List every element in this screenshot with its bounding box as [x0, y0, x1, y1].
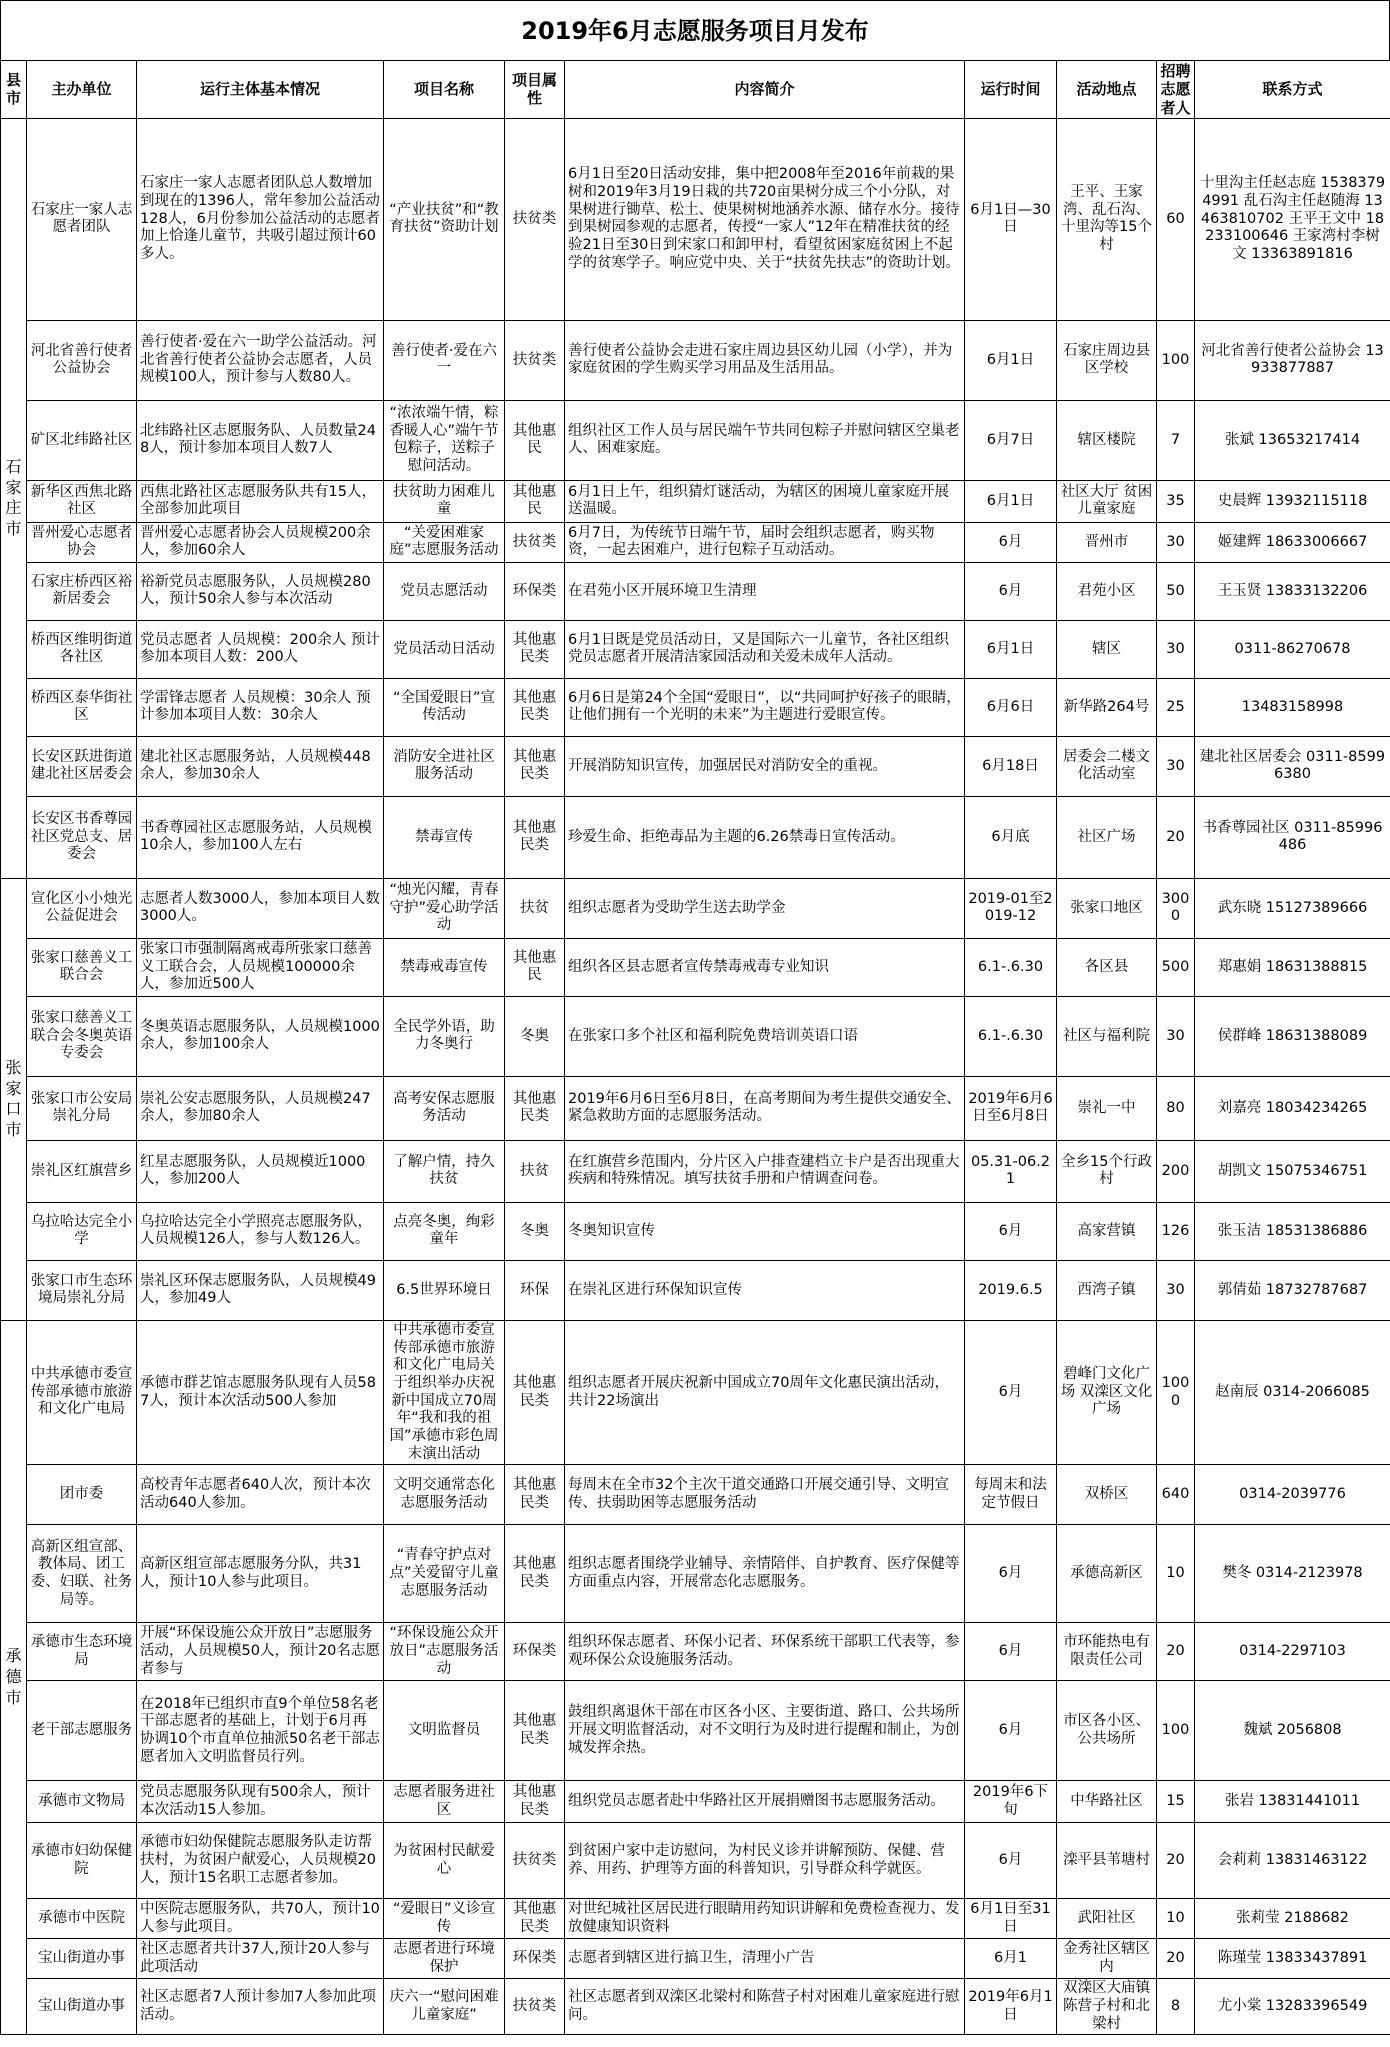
- project-type-cell: 其他惠民: [505, 400, 565, 480]
- description-cell: 鼓组织离退休干部在市区各小区、主要街道、路口、公共场所开展文明监督活动，对不文明行为及时进行提醒和制止，为创城发挥余热。: [565, 1681, 965, 1781]
- run-time-cell: 6月1日—30日: [965, 118, 1057, 320]
- operator-info-cell: 在2018年已组织市直9个单位58名老干部志愿者的基础上，计划于6月再协调10个市直单位抽派50名老干部志愿者加入文明监督员行列。: [137, 1681, 384, 1781]
- location-cell: 辖区: [1057, 620, 1157, 678]
- project-name-cell: “关爱困难家庭”志愿服务活动: [384, 522, 505, 562]
- recruit-count-cell: 80: [1157, 1076, 1195, 1140]
- location-cell: 全乡15个行政村: [1057, 1140, 1157, 1202]
- host-unit-cell: 桥西区泰华街社区: [27, 678, 137, 736]
- description-cell: 在红旗营乡范围内，分片区入户排查建档立卡户是否出现重大疾病和特殊情况。填写扶贫手册和户情调查问卷。: [565, 1140, 965, 1202]
- table-row: [1, 678, 1390, 736]
- run-time-cell: 2019-01至2019-12: [965, 878, 1057, 938]
- operator-info-cell: 社区志愿者共计37人,预计20人参与此项活动: [137, 1939, 384, 1979]
- contact-cell: 魏斌 2056808: [1195, 1681, 1390, 1781]
- project-name-cell: 扶贫助力困难儿童: [384, 480, 505, 522]
- project-name-cell: 6.5世界环境日: [384, 1260, 505, 1320]
- project-type-cell: 扶贫: [505, 878, 565, 938]
- table-row: [1, 1939, 1390, 1979]
- project-name-cell: “烛光闪耀，青春守护”爱心助学活动: [384, 878, 505, 938]
- host-unit-cell: 承德市文物局: [27, 1781, 137, 1823]
- table-row: [1, 1979, 1390, 2035]
- location-cell: 君苑小区: [1057, 562, 1157, 620]
- description-cell: 组织社区工作人员与居民端午节共同包粽子并慰问辖区空巢老人、困难家庭。: [565, 400, 965, 480]
- location-cell: 碧峰门文化广场 双滦区文化广场: [1057, 1320, 1157, 1465]
- run-time-cell: 6月: [965, 1525, 1057, 1623]
- table-row: [1, 320, 1390, 400]
- recruit-count-cell: 1000: [1157, 1320, 1195, 1465]
- contact-cell: 郭倩茹 18732787687: [1195, 1260, 1390, 1320]
- project-type-cell: 扶贫类: [505, 320, 565, 400]
- table-row: [1, 1320, 1390, 1465]
- recruit-count-cell: 126: [1157, 1202, 1195, 1260]
- location-cell: 各区县: [1057, 938, 1157, 996]
- operator-info-cell: 开展“环保设施公众开放日”志愿服务活动，人员规模50人，预计20名志愿者参与: [137, 1623, 384, 1681]
- run-time-cell: 6月: [965, 1681, 1057, 1781]
- recruit-count-cell: 3000: [1157, 878, 1195, 938]
- operator-info-cell: 高校青年志愿者640人次，预计本次活动640人参加。: [137, 1465, 384, 1525]
- host-unit-cell: 张家口慈善义工联合会冬奥英语专委会: [27, 996, 137, 1076]
- run-time-cell: 6月1日: [965, 480, 1057, 522]
- host-unit-cell: 长安区跃进街道建北社区居委会: [27, 736, 137, 796]
- project-type-cell: 扶贫: [505, 1140, 565, 1202]
- location-cell: 西湾子镇: [1057, 1260, 1157, 1320]
- host-unit-cell: 桥西区维明街道各社区: [27, 620, 137, 678]
- operator-info-cell: 高新区组宣部志愿服务分队，共31人，预计10人参与此项目。: [137, 1525, 384, 1623]
- project-type-cell: 其他惠民类: [505, 1781, 565, 1823]
- contact-cell: 樊冬 0314-2123978: [1195, 1525, 1390, 1623]
- project-type-cell: 其他惠民类: [505, 796, 565, 878]
- location-cell: 双桥区: [1057, 1465, 1157, 1525]
- description-cell: 组织志愿者开展庆祝新中国成立70周年文化惠民演出活动，共计22场演出: [565, 1320, 965, 1465]
- recruit-count-cell: 30: [1157, 522, 1195, 562]
- project-name-cell: “爱眼日”义诊宣传: [384, 1899, 505, 1939]
- recruit-count-cell: 640: [1157, 1465, 1195, 1525]
- host-unit-cell: 宣化区小小烛光公益促进会: [27, 878, 137, 938]
- host-unit-cell: 河北省善行使者公益协会: [27, 320, 137, 400]
- host-unit-cell: 新华区西焦北路社区: [27, 480, 137, 522]
- table-row: [1, 1781, 1390, 1823]
- table-row: [1, 1202, 1390, 1260]
- host-unit-cell: 长安区书香尊园社区党总支、居委会: [27, 796, 137, 878]
- column-header: 招聘志愿者人: [1157, 61, 1195, 119]
- operator-info-cell: 书香尊园社区志愿服务站，人员规模10余人，参加100人左右: [137, 796, 384, 878]
- recruit-count-cell: 25: [1157, 678, 1195, 736]
- operator-info-cell: 志愿者人数3000人，参加本项目人数3000人。: [137, 878, 384, 938]
- table-row: [1, 400, 1390, 480]
- project-type-cell: 扶贫类: [505, 118, 565, 320]
- recruit-count-cell: 200: [1157, 1140, 1195, 1202]
- column-header: 项目属性: [505, 61, 565, 119]
- description-cell: 每周末在全市32个主次干道交通路口开展交通引导、文明宣传、扶弱助困等志愿服务活动: [565, 1465, 965, 1525]
- description-cell: 在君苑小区开展环境卫生清理: [565, 562, 965, 620]
- project-type-cell: 环保类: [505, 562, 565, 620]
- description-cell: 6月1日上午，组织猜灯谜活动，为辖区的困境儿童家庭开展送温暖。: [565, 480, 965, 522]
- project-type-cell: 其他惠民类: [505, 678, 565, 736]
- run-time-cell: 2019年6下旬: [965, 1781, 1057, 1823]
- table-row: [1, 796, 1390, 878]
- recruit-count-cell: 30: [1157, 736, 1195, 796]
- table-row: [1, 878, 1390, 938]
- location-cell: 崇礼一中: [1057, 1076, 1157, 1140]
- location-cell: 双滦区大庙镇陈营子村和北梁村: [1057, 1979, 1157, 2035]
- run-time-cell: 6月1日至31日: [965, 1899, 1057, 1939]
- column-header: 内容简介: [565, 61, 965, 119]
- project-name-cell: 文明交通常态化志愿服务活动: [384, 1465, 505, 1525]
- description-cell: 6月7日，为传统节日端午节，届时会组织志愿者，购买物资，一起去困难户，进行包粽子互动活动。: [565, 522, 965, 562]
- run-time-cell: 05.31-06.21: [965, 1140, 1057, 1202]
- project-name-cell: “全国爱眼日”宣传活动: [384, 678, 505, 736]
- host-unit-cell: 崇礼区红旗营乡: [27, 1140, 137, 1202]
- host-unit-cell: 承德市妇幼保健院: [27, 1823, 137, 1899]
- recruit-count-cell: 30: [1157, 996, 1195, 1076]
- run-time-cell: 6月底: [965, 796, 1057, 878]
- run-time-cell: 6月1日: [965, 620, 1057, 678]
- description-cell: 社区志愿者到双滦区北梁村和陈营子村对困难儿童家庭进行慰问。: [565, 1979, 965, 2035]
- contact-cell: 姬建辉 18633006667: [1195, 522, 1390, 562]
- contact-cell: 郑惠娟 18631388815: [1195, 938, 1390, 996]
- table-row: [1, 938, 1390, 996]
- column-header: 运行主体基本情况: [137, 61, 384, 119]
- project-type-cell: 其他惠民类: [505, 736, 565, 796]
- project-type-cell: 扶贫类: [505, 1823, 565, 1899]
- project-type-cell: 扶贫类: [505, 1979, 565, 2035]
- column-header: 运行时间: [965, 61, 1057, 119]
- page-title: 2019年6月志愿服务项目月发布: [0, 0, 1390, 60]
- host-unit-cell: 石家庄一家人志愿者团队: [27, 118, 137, 320]
- operator-info-cell: 崇礼区环保志愿服务队，人员规模49人，参加49人: [137, 1260, 384, 1320]
- run-time-cell: 6月1: [965, 1939, 1057, 1979]
- table-row: [1, 522, 1390, 562]
- operator-info-cell: 善行使者·爱在六一助学公益活动。河北省善行使者公益协会志愿者，人员规模100人，预计参与人数80人。: [137, 320, 384, 400]
- host-unit-cell: 张家口市生态环境局崇礼分局: [27, 1260, 137, 1320]
- location-cell: 居委会二楼文化活动室: [1057, 736, 1157, 796]
- project-type-cell: 其他惠民类: [505, 1320, 565, 1465]
- host-unit-cell: 晋州爱心志愿者协会: [27, 522, 137, 562]
- description-cell: 组织志愿者为受助学生送去助学金: [565, 878, 965, 938]
- project-type-cell: 其他惠民类: [505, 1899, 565, 1939]
- column-header: 活动地点: [1057, 61, 1157, 119]
- table-row: [1, 620, 1390, 678]
- host-unit-cell: 承德市中医院: [27, 1899, 137, 1939]
- project-name-cell: 消防安全进社区服务活动: [384, 736, 505, 796]
- project-type-cell: 冬奥: [505, 996, 565, 1076]
- location-cell: 社区大厅 贫困儿童家庭: [1057, 480, 1157, 522]
- project-name-cell: 了解户情，持久扶贫: [384, 1140, 505, 1202]
- location-cell: 新华路264号: [1057, 678, 1157, 736]
- contact-cell: 0314-2039776: [1195, 1465, 1390, 1525]
- operator-info-cell: 建北社区志愿服务站，人员规模448余人，参加30余人: [137, 736, 384, 796]
- contact-cell: 13483158998: [1195, 678, 1390, 736]
- run-time-cell: 2019年6月1日: [965, 1979, 1057, 2035]
- description-cell: 组织志愿者围绕学业辅导、亲情陪伴、自护教育、医疗保健等方面重点内容，开展常态化志愿服务。: [565, 1525, 965, 1623]
- run-time-cell: 6月: [965, 1823, 1057, 1899]
- header-row: [1, 61, 1390, 119]
- description-cell: 组织各区县志愿者宣传禁毒戒毒专业知识: [565, 938, 965, 996]
- operator-info-cell: 崇礼公安志愿服务队，人员规模247余人，参加80余人: [137, 1076, 384, 1140]
- location-cell: 辖区楼院: [1057, 400, 1157, 480]
- project-name-cell: “青春守护点对点”关爱留守儿童志愿服务活动: [384, 1525, 505, 1623]
- project-type-cell: 其他惠民类: [505, 620, 565, 678]
- project-type-cell: 其他惠民类: [505, 1076, 565, 1140]
- host-unit-cell: 高新区组宣部、教体局、团工委、妇联、社务局等。: [27, 1525, 137, 1623]
- project-name-cell: 为贫困村民献爱心: [384, 1823, 505, 1899]
- description-cell: 6月6日是第24个全国“爱眼日”，以“共同呵护好孩子的眼睛，让他们拥有一个光明的未来”为主题进行爱眼宣传。: [565, 678, 965, 736]
- contact-cell: 陈瑾莹 13833437891: [1195, 1939, 1390, 1979]
- location-cell: 市区各小区、公共场所: [1057, 1681, 1157, 1781]
- operator-info-cell: 学雷锋志愿者 人员规模：30余人 预计参加本项目人数：30余人: [137, 678, 384, 736]
- table-row: [1, 1525, 1390, 1623]
- contact-cell: 十里沟主任赵志庭 15383794991 乱石沟主任赵随海 13463810702 王平王文中 18233100646 王家湾村李树文 13363891816: [1195, 118, 1390, 320]
- location-cell: 社区广场: [1057, 796, 1157, 878]
- operator-info-cell: 党员志愿者 人员规模：200余人 预计参加本项目人数：200人: [137, 620, 384, 678]
- description-cell: 6月1日至20日活动安排，集中把2008年至2016年前栽的果树和2019年3月19日栽的共720亩果树分成三个小分队，对果树进行锄草、松土、使果树树地涵养水源、储存水分。接待到果树园参观的志愿者，传授“一家人”12年在精准扶贫的经验21日至30日到宋家口和卸甲村，看望贫困家庭贫困上不起学的贫寒学子。响应党中央、关于“扶贫先扶志”的资助计划。: [565, 118, 965, 320]
- operator-info-cell: 张家口市强制隔离戒毒所张家口慈善义工联合会，人员规模100000余人，参加近500人: [137, 938, 384, 996]
- operator-info-cell: 西焦北路社区志愿服务队共有15人，全部参加此项目: [137, 480, 384, 522]
- recruit-count-cell: 20: [1157, 796, 1195, 878]
- table-body: [1, 118, 1390, 2035]
- contact-cell: 会莉莉 13831463122: [1195, 1823, 1390, 1899]
- project-type-cell: 环保类: [505, 1623, 565, 1681]
- project-name-cell: 中共承德市委宣传部承德市旅游和文化广电局关于组织举办庆祝新中国成立70周年“我和我的祖国”承德市彩色周末演出活动: [384, 1320, 505, 1465]
- host-unit-cell: 宝山街道办事: [27, 1939, 137, 1979]
- project-type-cell: 其他惠民类: [505, 1525, 565, 1623]
- operator-info-cell: 中医院志愿服务队，共70人，预计10人参与此项目。: [137, 1899, 384, 1939]
- location-cell: 滦平县苇塘村: [1057, 1823, 1157, 1899]
- host-unit-cell: 宝山街道办事: [27, 1979, 137, 2035]
- recruit-count-cell: 20: [1157, 1623, 1195, 1681]
- recruit-count-cell: 30: [1157, 620, 1195, 678]
- project-type-cell: 其他惠民: [505, 938, 565, 996]
- contact-cell: 张莉莹 2188682: [1195, 1899, 1390, 1939]
- operator-info-cell: 红星志愿服务队，人员规模近1000人，参加200人: [137, 1140, 384, 1202]
- recruit-count-cell: 20: [1157, 1939, 1195, 1979]
- recruit-count-cell: 100: [1157, 1681, 1195, 1781]
- project-name-cell: 庆六一“慰问困难儿童家庭”: [384, 1979, 505, 2035]
- contact-cell: 0314-2297103: [1195, 1623, 1390, 1681]
- column-header: 项目名称: [384, 61, 505, 119]
- location-cell: 高家营镇: [1057, 1202, 1157, 1260]
- project-name-cell: 全民学外语，助力冬奥行: [384, 996, 505, 1076]
- project-type-cell: 环保类: [505, 1939, 565, 1979]
- host-unit-cell: 张家口慈善义工联合会: [27, 938, 137, 996]
- host-unit-cell: 矿区北纬路社区: [27, 400, 137, 480]
- project-type-cell: 其他惠民类: [505, 1465, 565, 1525]
- project-name-cell: 点亮冬奥，绚彩童年: [384, 1202, 505, 1260]
- description-cell: 6月1日既是党员活动日，又是国际六一儿童节，各社区组织党员志愿者开展清洁家园活动和关爱未成年人活动。: [565, 620, 965, 678]
- contact-cell: 胡凯文 15075346751: [1195, 1140, 1390, 1202]
- contact-cell: 书香尊园社区 0311-85996486: [1195, 796, 1390, 878]
- location-cell: 金秀社区辖区内: [1057, 1939, 1157, 1979]
- contact-cell: 张岩 13831441011: [1195, 1781, 1390, 1823]
- project-name-cell: 党员活动日活动: [384, 620, 505, 678]
- contact-cell: 武东晓 15127389666: [1195, 878, 1390, 938]
- recruit-count-cell: 7: [1157, 400, 1195, 480]
- operator-info-cell: 党员志愿服务队现有500余人，预计本次活动15人参加。: [137, 1781, 384, 1823]
- operator-info-cell: 北纬路社区志愿服务队、人员数量248人，预计参加本项目人数7人: [137, 400, 384, 480]
- location-cell: 社区与福利院: [1057, 996, 1157, 1076]
- host-unit-cell: 老干部志愿服务: [27, 1681, 137, 1781]
- table-row: [1, 118, 1390, 320]
- operator-info-cell: 冬奥英语志愿服务队，人员规模1000余人，参加100余人: [137, 996, 384, 1076]
- run-time-cell: 6月: [965, 1623, 1057, 1681]
- column-header: 主办单位: [27, 61, 137, 119]
- project-name-cell: “浓浓端午情，粽香暖人心”端午节包粽子，送粽子慰问活动。: [384, 400, 505, 480]
- description-cell: 在崇礼区进行环保知识宣传: [565, 1260, 965, 1320]
- table-row: [1, 1140, 1390, 1202]
- run-time-cell: 6月1日: [965, 320, 1057, 400]
- contact-cell: 张斌 13653217414: [1195, 400, 1390, 480]
- description-cell: 对世纪城社区居民进行眼睛用药知识讲解和免费检查视力、发放健康知识资料: [565, 1899, 965, 1939]
- location-cell: 承德高新区: [1057, 1525, 1157, 1623]
- table-row: [1, 1465, 1390, 1525]
- contact-cell: 王玉贤 13833132206: [1195, 562, 1390, 620]
- run-time-cell: 6.1-.6.30: [965, 938, 1057, 996]
- column-header: 县市: [1, 61, 27, 119]
- column-header: 联系方式: [1195, 61, 1390, 119]
- run-time-cell: 6月7日: [965, 400, 1057, 480]
- table-row: [1, 1076, 1390, 1140]
- host-unit-cell: 张家口市公安局崇礼分局: [27, 1076, 137, 1140]
- table-row: [1, 1260, 1390, 1320]
- recruit-count-cell: 60: [1157, 118, 1195, 320]
- contact-cell: 河北省善行使者公益协会 13933877887: [1195, 320, 1390, 400]
- contact-cell: 侯群峰 18631388089: [1195, 996, 1390, 1076]
- location-cell: 晋州市: [1057, 522, 1157, 562]
- project-name-cell: 志愿者进行环境保护: [384, 1939, 505, 1979]
- contact-cell: 0311-86270678: [1195, 620, 1390, 678]
- project-name-cell: 文明监督员: [384, 1681, 505, 1781]
- contact-cell: 赵南辰 0314-2066085: [1195, 1320, 1390, 1465]
- recruit-count-cell: 10: [1157, 1899, 1195, 1939]
- project-table: [0, 60, 1390, 2035]
- project-name-cell: 党员志愿活动: [384, 562, 505, 620]
- run-time-cell: 2019.6.5: [965, 1260, 1057, 1320]
- description-cell: 冬奥知识宣传: [565, 1202, 965, 1260]
- project-name-cell: 禁毒宣传: [384, 796, 505, 878]
- table-row: [1, 1681, 1390, 1781]
- contact-cell: 张玉洁 18531386886: [1195, 1202, 1390, 1260]
- operator-info-cell: 承德市妇幼保健院志愿服务队走访帮扶村，为贫困户献爱心，人员规模20人，预计15名职工志愿者参加。: [137, 1823, 384, 1899]
- host-unit-cell: 团市委: [27, 1465, 137, 1525]
- contact-cell: 史晨辉 13932115118: [1195, 480, 1390, 522]
- contact-cell: 尤小棠 13283396549: [1195, 1979, 1390, 2035]
- recruit-count-cell: 500: [1157, 938, 1195, 996]
- description-cell: 组织环保志愿者、环保小记者、环保系统干部职工代表等，参观环保公众设施服务活动。: [565, 1623, 965, 1681]
- contact-cell: 刘嘉亮 18034234265: [1195, 1076, 1390, 1140]
- operator-info-cell: 乌拉哈达完全小学照亮志愿服务队，人员规模126人，参与人数126人。: [137, 1202, 384, 1260]
- run-time-cell: 6月6日: [965, 678, 1057, 736]
- project-type-cell: 其他惠民类: [505, 1681, 565, 1781]
- description-cell: 志愿者到辖区进行搞卫生，清理小广告: [565, 1939, 965, 1979]
- recruit-count-cell: 10: [1157, 1525, 1195, 1623]
- location-cell: 市环能热电有限责任公司: [1057, 1623, 1157, 1681]
- operator-info-cell: 石家庄一家人志愿者团队总人数增加到现在的1396人，常年参加公益活动128人，6月份参加公益活动的志愿者加上恰逢儿童节，共吸引超过预计60多人。: [137, 118, 384, 320]
- project-name-cell: “产业扶贫”和“教育扶贫”资助计划: [384, 118, 505, 320]
- run-time-cell: 6月: [965, 1320, 1057, 1465]
- operator-info-cell: 裕新党员志愿服务队，人员规模280人，预计50余人参与本次活动: [137, 562, 384, 620]
- description-cell: 开展消防知识宣传，加强居民对消防安全的重视。: [565, 736, 965, 796]
- recruit-count-cell: 50: [1157, 562, 1195, 620]
- recruit-count-cell: 8: [1157, 1979, 1195, 2035]
- county-cell: 张家口市: [1, 878, 27, 1320]
- host-unit-cell: 乌拉哈达完全小学: [27, 1202, 137, 1260]
- table-row: [1, 562, 1390, 620]
- project-name-cell: 志愿者服务进社区: [384, 1781, 505, 1823]
- contact-cell: 建北社区居委会 0311-85996380: [1195, 736, 1390, 796]
- run-time-cell: 6月: [965, 562, 1057, 620]
- location-cell: 中华路社区: [1057, 1781, 1157, 1823]
- description-cell: 组织党员志愿者赴中华路社区开展捐赠图书志愿服务活动。: [565, 1781, 965, 1823]
- location-cell: 张家口地区: [1057, 878, 1157, 938]
- table-row: [1, 1899, 1390, 1939]
- location-cell: 石家庄周边县区学校: [1057, 320, 1157, 400]
- run-time-cell: 6月18日: [965, 736, 1057, 796]
- project-name-cell: 善行使者·爱在六一: [384, 320, 505, 400]
- project-name-cell: “环保设施公众开放日”志愿服务活动: [384, 1623, 505, 1681]
- description-cell: 善行使者公益协会走进石家庄周边县区幼儿园（小学），并为家庭贫困的学生购买学习用品及生活用品。: [565, 320, 965, 400]
- county-cell: 石家庄市: [1, 118, 27, 878]
- host-unit-cell: 中共承德市委宣传部承德市旅游和文化广电局: [27, 1320, 137, 1465]
- project-type-cell: 冬奥: [505, 1202, 565, 1260]
- description-cell: 2019年6月6日至6月8日，在高考期间为考生提供交通安全、紧急救助方面的志愿服务活动。: [565, 1076, 965, 1140]
- project-type-cell: 其他惠民: [505, 480, 565, 522]
- table-row: [1, 1623, 1390, 1681]
- recruit-count-cell: 35: [1157, 480, 1195, 522]
- location-cell: 武阳社区: [1057, 1899, 1157, 1939]
- run-time-cell: 6月: [965, 1202, 1057, 1260]
- run-time-cell: 6月: [965, 522, 1057, 562]
- run-time-cell: 每周末和法定节假日: [965, 1465, 1057, 1525]
- run-time-cell: 6.1-.6.30: [965, 996, 1057, 1076]
- description-cell: 到贫困户家中走访慰问，为村民义诊并讲解预防、保健、营养、用药、护理等方面的科普知识，引导群众科学就医。: [565, 1823, 965, 1899]
- run-time-cell: 2019年6月6日至6月8日: [965, 1076, 1057, 1140]
- table-row: [1, 1823, 1390, 1899]
- recruit-count-cell: 15: [1157, 1781, 1195, 1823]
- description-cell: 在张家口多个社区和福利院免费培训英语口语: [565, 996, 965, 1076]
- recruit-count-cell: 20: [1157, 1823, 1195, 1899]
- recruit-count-cell: 100: [1157, 320, 1195, 400]
- host-unit-cell: 石家庄桥西区裕新居委会: [27, 562, 137, 620]
- operator-info-cell: 晋州爱心志愿者协会人员规模200余人，参加60余人: [137, 522, 384, 562]
- project-name-cell: 禁毒戒毒宣传: [384, 938, 505, 996]
- project-type-cell: 环保: [505, 1260, 565, 1320]
- operator-info-cell: 承德市群艺馆志愿服务队现有人员587人，预计本次活动500人参加: [137, 1320, 384, 1465]
- description-cell: 珍爱生命、拒绝毒品为主题的6.26禁毒日宣传活动。: [565, 796, 965, 878]
- table-row: [1, 996, 1390, 1076]
- project-type-cell: 扶贫类: [505, 522, 565, 562]
- location-cell: 王平、王家湾、乱石沟、十里沟等15个村: [1057, 118, 1157, 320]
- project-name-cell: 高考安保志愿服务活动: [384, 1076, 505, 1140]
- table-row: [1, 480, 1390, 522]
- host-unit-cell: 承德市生态环境局: [27, 1623, 137, 1681]
- operator-info-cell: 社区志愿者7人预计参加7人参加此项活动。: [137, 1979, 384, 2035]
- recruit-count-cell: 30: [1157, 1260, 1195, 1320]
- county-cell: 承德市: [1, 1320, 27, 2035]
- table-row: [1, 736, 1390, 796]
